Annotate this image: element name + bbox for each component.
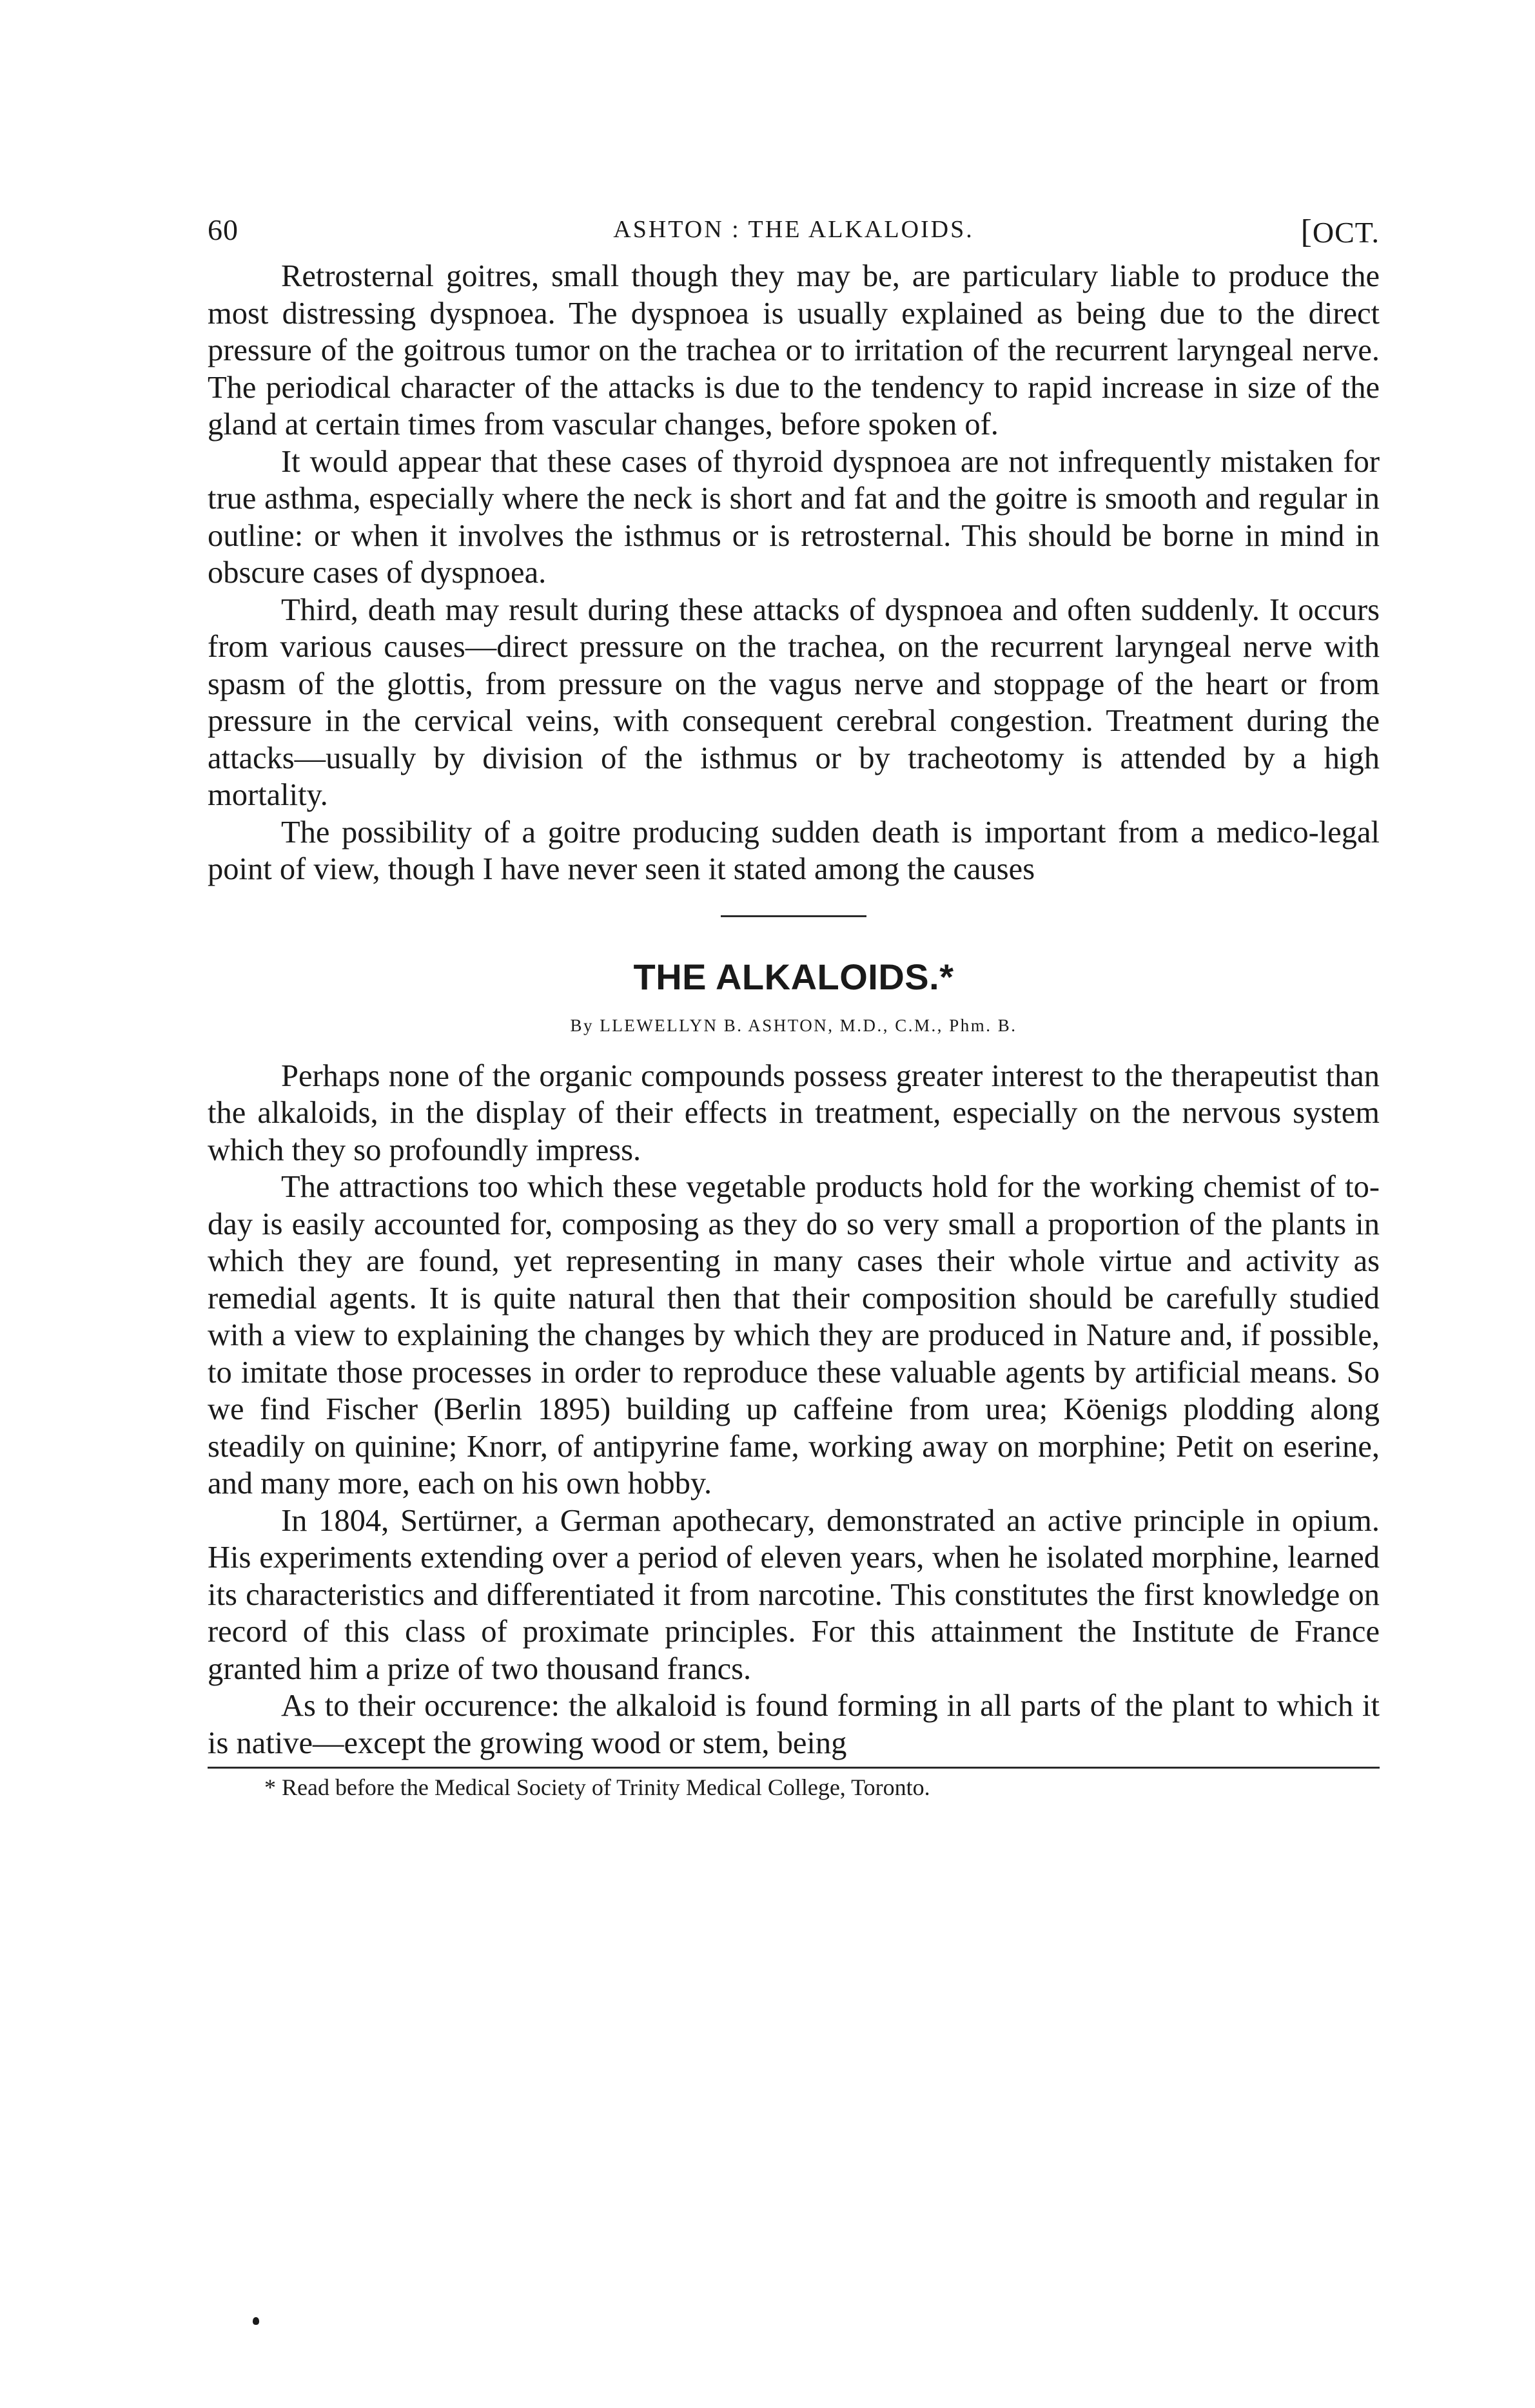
page-number: 60	[208, 213, 239, 246]
paragraph: In 1804, Sertürner, a German apothecary, demonstrated an active principle in opium. His experiments extending over a period of eleven years, when he isolated morphine, learned its characteristics and differentiated it from narcotine. This constitutes the first knowledge on record of this class of proximate principles. For this attainment the Institute de France granted him a prize of two thousand francs.	[208, 1503, 1380, 1686]
article-byline: By LLEWELLYN B. ASHTON, M.D., C.M., Phm. B.	[570, 1015, 1017, 1035]
paragraph: It would appear that these cases of thyroid dyspnoea are not infrequently mistaken for true asthma, especially where the neck is short and fat and the goitre is smooth and regular in outline: or when it involves the isthmus or is retrosternal. This should be borne in mind in obscure cases of dyspnoea.	[208, 444, 1380, 590]
month-label: OCT.	[1312, 216, 1380, 249]
paragraph: Perhaps none of the organic compounds possess greater interest to the therapeutist than the alkaloids, in the display of their effects in treatment, especially on the nervous system which they so profoundly impress.	[208, 1058, 1380, 1167]
ink-blot-mark	[253, 2317, 259, 2325]
running-head	[208, 213, 1380, 258]
running-month: [OCT.	[1300, 213, 1380, 250]
section-divider	[721, 915, 866, 917]
running-title: ASHTON : THE ALKALOIDS.	[613, 216, 974, 243]
paragraph: Retrosternal goitres, small though they may be, are particulary liable to produce the most distressing dyspnoea. The dyspnoea is usually explained as being due to the direct pressure of the goitrous tumor on the trachea or to irritation of the recurrent laryngeal nerve. The periodical character of the attacks is due to the tendency to rapid increase in size of the gland at certain times from vascular changes, before spoken of.	[208, 259, 1380, 442]
paragraph: The possibility of a goitre producing sudden death is important from a medico-legal point of view, though I have never seen it stated among the causes	[208, 815, 1380, 886]
footnote: * Read before the Medical Society of Trinity Medical College, Toronto.	[264, 1774, 930, 1800]
paragraph: Third, death may result during these attacks of dyspnoea and often suddenly. It occurs from various causes—direct pressure on the trachea, on the recurrent laryngeal nerve with spasm of the glottis, from pressure on the vagus nerve and stoppage of the heart or from pressure in the cervical veins, with consequent cerebral congestion. Treatment during the attacks—usually by division of the isthmus or by tracheotomy is attended by a high mortality.	[208, 592, 1380, 812]
article-title: THE ALKALOIDS.*	[633, 956, 954, 997]
paragraph: The attractions too which these vegetable products hold for the working chemist of to-day is easily accounted for, composing as they do so very small a proportion of the plants in which they are found, yet representing in many cases their whole virtue and activity as remedial agents. It is quite natural then that their composition should be carefully studied with a view to explaining the changes by which they are produced in Nature and, if possible, to imitate those processes in order to reproduce these valuable agents by artificial means. So we find Fischer (Berlin 1895) building up caffeine from urea; Köenigs plodding along steadily on quinine; Knorr, of antipyrine fame, working away on morphine; Petit on eserine, and many more, each on his own hobby.	[208, 1170, 1380, 1500]
article-body	[208, 1058, 1380, 1762]
footnote-rule	[208, 1767, 1380, 1769]
paragraph: As to their occurence: the alkaloid is found forming in all parts of the plant to which it is native—except the growing wood or stem, being	[208, 1689, 1380, 1760]
page	[208, 213, 1380, 1802]
goitre-section	[208, 258, 1380, 888]
